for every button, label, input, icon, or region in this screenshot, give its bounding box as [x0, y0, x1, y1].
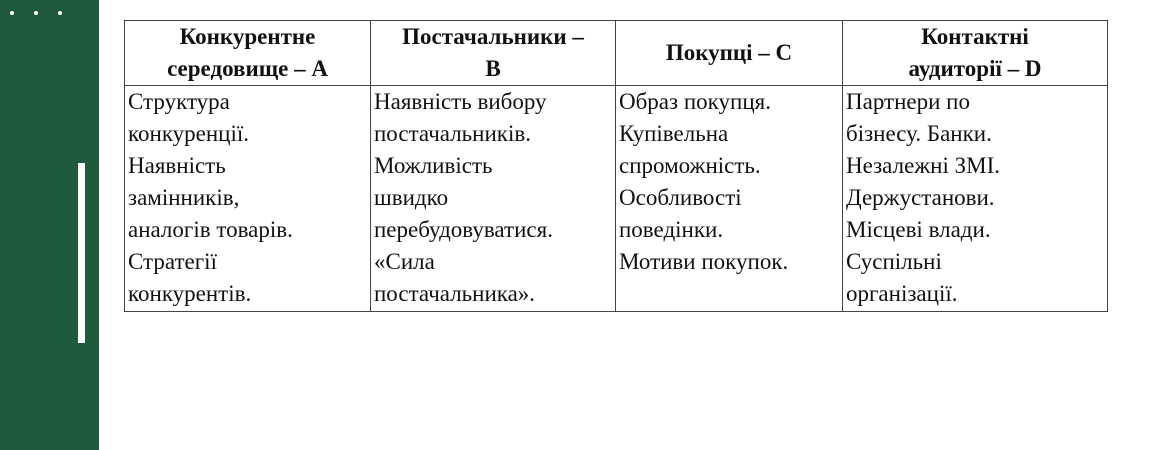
dot-icon — [58, 11, 62, 15]
header-line: Покупці – С — [665, 40, 793, 65]
cell-line: Суспільні — [846, 249, 942, 274]
header-line: Конкурентне — [179, 24, 316, 49]
dot-icon — [10, 11, 14, 15]
cell-line: спроможність. — [619, 153, 761, 178]
header-line: В — [485, 56, 501, 81]
content-area — [124, 20, 1107, 312]
cell-line: Місцеві влади. — [846, 217, 991, 242]
dots-decoration — [10, 5, 70, 19]
header-line: Постачальники – — [402, 24, 584, 49]
dot-icon — [34, 11, 38, 15]
cell-line: конкурентів. — [128, 281, 252, 306]
table-header-row — [125, 21, 1108, 86]
accent-bar — [78, 163, 85, 343]
cell-suppliers — [371, 86, 616, 312]
cell-line: Стратегії — [128, 249, 217, 274]
cell-line: швидко — [374, 185, 449, 210]
cell-contact-audiences — [843, 86, 1108, 312]
cell-line: Образ покупця. — [619, 89, 771, 114]
header-line: середовище – А — [167, 56, 328, 81]
cell-line: конкуренції. — [128, 121, 250, 146]
cell-line: постачальників. — [374, 121, 531, 146]
cell-line: Держустанови. — [846, 185, 995, 210]
cell-line: Купівельна — [619, 121, 729, 146]
header-line: аудиторії – D — [908, 56, 1042, 81]
cell-competitive-environment — [125, 86, 371, 312]
sidebar-panel — [0, 0, 99, 450]
cell-line: «Сила — [374, 249, 435, 274]
environment-table — [124, 20, 1108, 312]
cell-line: Незалежні ЗМІ. — [846, 153, 1001, 178]
cell-line: Мотиви покупок. — [619, 249, 789, 274]
table-row — [125, 86, 1108, 312]
cell-line: організації. — [846, 281, 958, 306]
header-line: Контактні — [921, 24, 1029, 49]
cell-line: Можливість — [374, 153, 493, 178]
cell-line: замінників, — [128, 185, 240, 210]
header-suppliers — [371, 21, 616, 86]
cell-line: аналогів товарів. — [128, 217, 293, 242]
cell-line: Особливості — [619, 185, 742, 210]
cell-line: Структура — [128, 89, 230, 114]
header-competitive-environment — [125, 21, 371, 86]
cell-line: Наявність вибору — [374, 89, 547, 114]
cell-line: Наявність — [128, 153, 226, 178]
cell-line: поведінки. — [619, 217, 724, 242]
cell-line: перебудовуватися. — [374, 217, 553, 242]
header-contact-audiences — [843, 21, 1108, 86]
cell-line: постачальника». — [374, 281, 536, 306]
cell-line: бізнесу. Банки. — [846, 121, 992, 146]
header-buyers — [616, 21, 843, 86]
cell-line: Партнери по — [846, 89, 970, 114]
cell-buyers — [616, 86, 843, 312]
